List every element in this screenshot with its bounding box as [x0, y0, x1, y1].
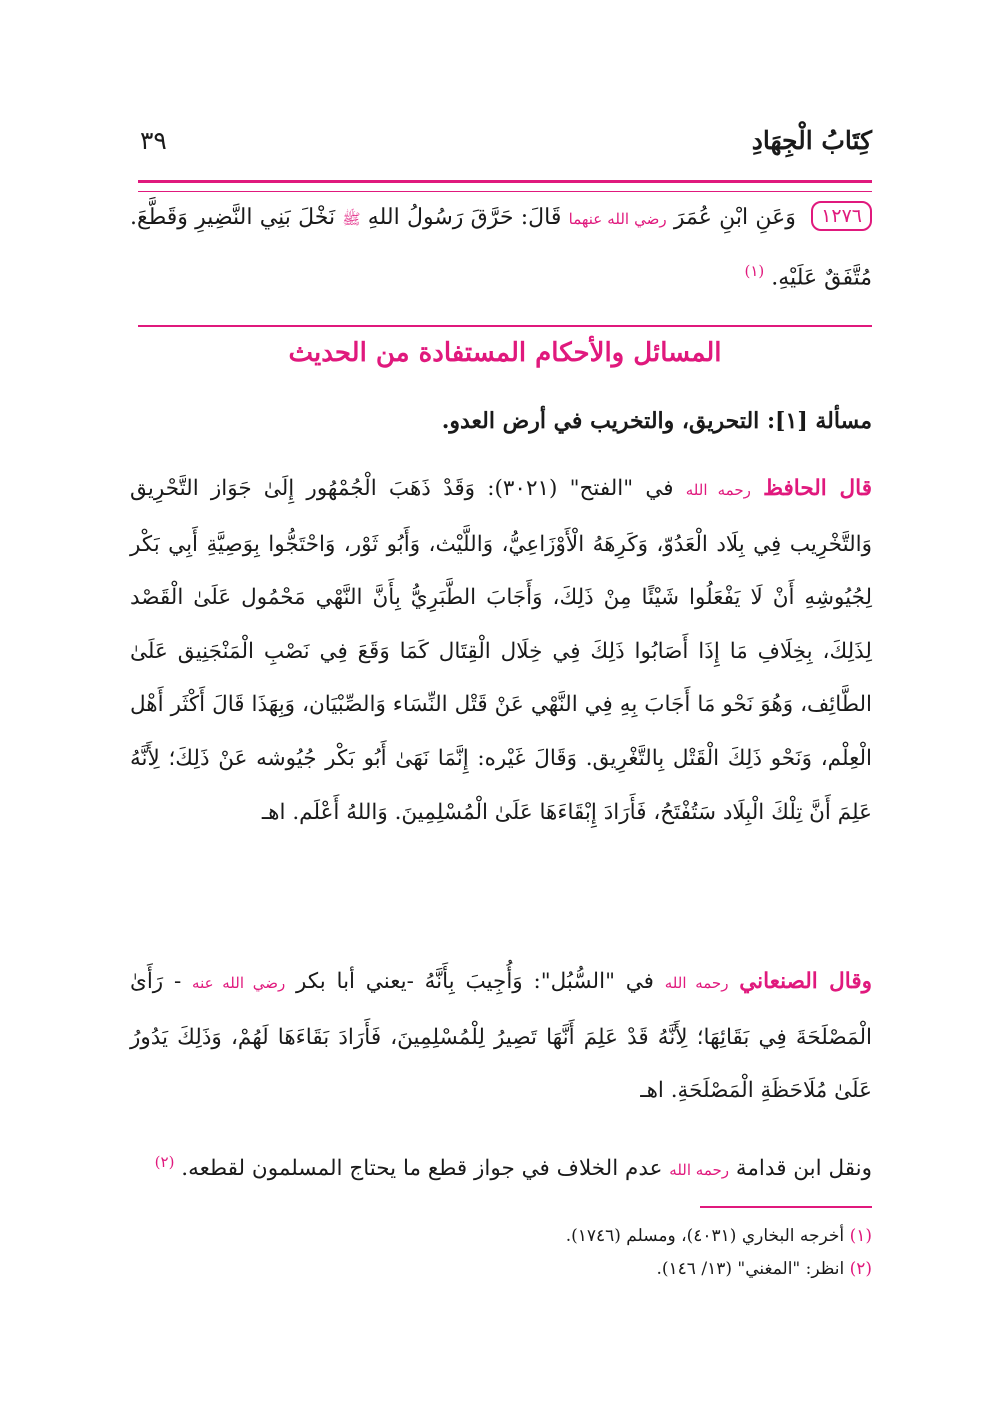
paragraph-sanani-text-part2: - رَأَىٰ الْمَصْلَحَةَ فِي بَقَائِهَا؛ لِأَنَّهُ قَدْ عَلِمَ أَنَّهَا تَصِيرُ لِلْمُسْلِمِينَ، فَأَرَادَ بَقَاءَهَا لَهُمْ، وَذَلِكَ يَدُورُ عَلَىٰ مُلَاحَظَةِ الْمَصْلَحَةِ. اهـ [130, 969, 872, 1104]
honorific-saw: ﷺ [342, 210, 361, 228]
book-title: كِتَابُ الْجِهَادِ [751, 126, 872, 155]
section-title: المسائل والأحكام المستفادة من الحديث [288, 338, 722, 368]
honorific-ra-2: رضي الله عنه [192, 974, 286, 992]
footnote-item [138, 1253, 872, 1286]
honorific-rahimahullah: رحمه الله [685, 481, 751, 499]
honorific-ra: رضي الله عنهما [568, 210, 667, 228]
speaker-hafiz: قال الحافظ [763, 476, 873, 501]
footnote-text: انظر: "المغني" (١٣/ ١٤٦). [656, 1259, 845, 1279]
paragraph-ibn-qudama-part1: ونقل ابن قدامة [735, 1156, 872, 1182]
paragraph-sanani [130, 955, 872, 1118]
hadith-text-part1: وَعَنِ ابْنِ عُمَرَ [673, 205, 796, 230]
footnote-divider [700, 1206, 872, 1208]
footnote-ref-2[interactable]: (٢) [154, 1153, 175, 1171]
paragraph-hafiz-text: في "الفتح" (٣٠٢١): وَقَدْ ذَهَبَ الْجُمْهُور إِلَىٰ جَوَاز التَّحْرِيق وَالتَّخْرِيب فِي بِلَاد الْعَدُوّ، وَكَرِهَهُ الْأَوْزَاعِيُّ، وَاللَّيْث، وَأَبُو ثَوْر، وَاحْتَجُّوا بِوَصِيَّةِ أَبِي بَكْر لِجُيُوشِهِ أَنْ لَا يَفْعَلُوا شَيْئًا مِنْ ذَلِكَ، وَأَجَابَ الطَّبَرِيُّ بِأَنَّ النَّهْي مَحْمُول عَلَىٰ الْقَصْد لِذَلِكَ، بِخِلَافِ مَا إِذَا أَصَابُوا ذَلِكَ فِي خِلَال الْقِتَال كَمَا وَقَعَ فِي نَصْبِ الْمَنْجَنِيق عَلَىٰ الطَّائِف، وَهُوَ نَحْو مَا أَجَابَ بِهِ فِي النَّهْي عَنْ قَتْل النِّسَاء وَالصِّبْيَان، وَبِهَذَا قَالَ أَكْثَر أَهْل الْعِلْم، وَنَحْو ذَلِكَ الْقَتْل بِالتَّغْرِيق. وَقَالَ غَيْره: إِنَّمَا نَهَىٰ أَبُو بَكْر جُيُوشه عَنْ ذَلِكَ؛ لِأَنَّهُ عَلِمَ أَنَّ تِلْكَ الْبِلَاد سَتُفْتَحُ، فَأَرَادَ إِبْقَاءَهَا عَلَىٰ الْمُسْلِمِينَ. وَاللهُ أَعْلَم. اهـ [130, 476, 872, 825]
honorific-rahimahullah-3: رحمه الله [669, 1161, 730, 1180]
hadith-text-part3: نَخْلَ بَنِي النَّضِيرِ وَقَطَّعَ. مُتَّفَقٌ عَلَيْهِ. [130, 205, 872, 291]
footnote-item [138, 1220, 872, 1253]
page-header [138, 122, 872, 182]
honorific-rahimahullah-2: رحمه الله [664, 974, 729, 992]
hadith-text [130, 192, 872, 304]
paragraph-hafiz [130, 462, 872, 839]
header-divider [138, 180, 872, 192]
hadith-number-badge: ١٢٧٦ [811, 201, 872, 231]
paragraph-ibn-qudama-part2: عدم الخلاف في جواز قطع ما يحتاج المسلمون لقطعه. [181, 1156, 663, 1182]
footnotes [138, 1220, 872, 1286]
footnote-text: أخرجه البخاري (٤٠٣١)، ومسلم (١٧٤٦). [565, 1226, 845, 1246]
paragraph-ibn-qudama [130, 1136, 872, 1198]
footnote-ref-1[interactable]: (١) [744, 262, 765, 280]
hadith-divider [138, 325, 872, 327]
hadith-text-part2: قَالَ: حَرَّقَ رَسُولُ اللهِ [367, 205, 562, 230]
page-number: ٣٩ [140, 126, 167, 155]
footnote-number: (١) [849, 1226, 872, 1246]
issue-heading: مسألة [١]: التحريق، والتخريب في أرض العدو. [441, 408, 872, 434]
footnote-number: (٢) [849, 1259, 872, 1279]
speaker-sanani: وقال الصنعاني [739, 969, 872, 994]
paragraph-sanani-text-part1: في "السُّبُل": وَأُجِيبَ بِأَنَّهُ -يعني أبا بكر [296, 969, 654, 994]
